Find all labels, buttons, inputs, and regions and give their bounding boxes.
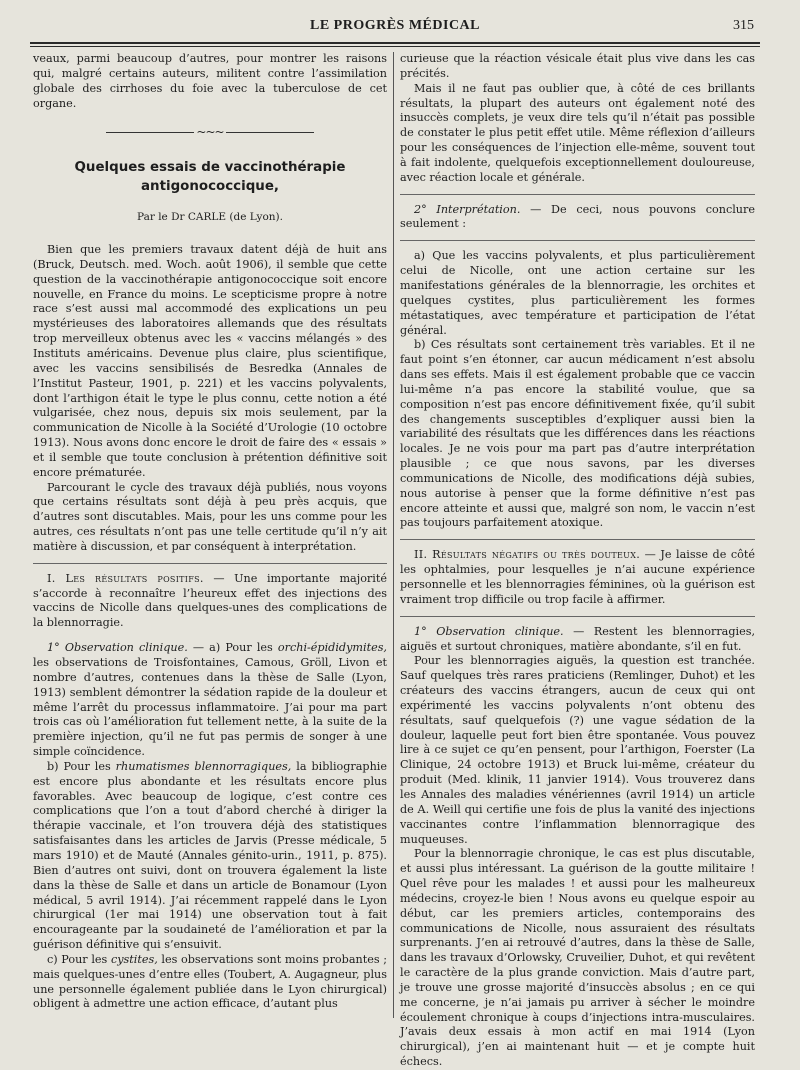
paragraph: b) Ces résultats sont certainement très variables. Et il ne faut point s’en étonner, car aucun médicament n’est absolu dans ses effets. Mais il est également probable que ce vaccin lui-même n’a pas encore la stabilité voulue, que sa composition n’est pas encore définitivement fixée, qu’il subit des changements susceptibles d’expliquer aussi bien la variabilité des résultats que les différences dans les réactions locales. Je ne vois pour ma part pas d’autre interprétation plausible ; ce que nous savons, par les diverses communications de Nicolle, des modifications déjà subies, nous autorise à penser que la forme définitive n’est pas encore atteinte et aussi que, malgré son nom, le vaccin n’est pas toujours parfaitement atoxique. [400,338,755,530]
text: la bibliographie est encore plus abondante et les résultats encore plus favorables. Avec beaucoup de logique, c’est contre ces complications que l’on a tout d’abord cherché à diriger la thérapie vaccinale, et l’on trouvera déjà des statistiques satisfaisantes dans les articles de Jarvis (Presse médicale, 5 mars 1910) et de Mauté (Annales génito-urin., 1911, p. 875). Bien d’autres ont suivi, dont on trouvera également la liste dans la thèse de Salle et dans un article de Bonamour (Lyon médical, 5 avril 1914). J’ai récemment rappelé dans le Lyon chirurgical (1er mai 1914) une observation tout à fait encourageante par la soudaineté de l’amélioration et par la guérison définitive qui s’ensuivit. [33,759,387,952]
section-title: II. Résultats négatifs ou très douteux. [414,548,641,562]
subheading: 2° Interprétation. [414,202,521,216]
paragraph: a) Que les vaccins polyvalents, et plus particulièrement celui de Nicolle, ont une action certaine sur les manifestations générales de la blennorragie, les orchites et quelques cystites, plus particulièrement les formes métastatiques, avec température et participation de l’état général. [400,249,755,337]
paragraph [400,203,755,233]
section-divider [33,563,387,564]
subheading: 1° Observation clinique. [414,624,564,638]
text: les observations sont moins probantes ; mais quelques-unes d’entre elles (Toubert, A. Augagneur, plus une personnelle également publiée dans le Lyon chirurgical) obligent à admettre une action efficace, d’autant plus [33,952,387,1011]
section-text: — Une importante majorité s’accorde à reconnaître l’heureux effet des injections des vaccins de Nicolle dans quelques-unes des complications de la blennorragie. [33,571,387,630]
page-number: 315 [733,18,754,33]
section-divider [400,539,755,540]
paragraph [33,760,387,953]
paragraph: Mais il ne faut pas oublier que, à côté de ces brillants résultats, la plupart des auteurs ont également noté des insuccès complets, je veux dire tels qu’il n’était pas possible de constater le plus petit effet utile. Même réflexion d’ailleurs pour les conséquences de l’injection elle-même, souvent tout à fait indolente, quelquefois exceptionnellement douloureuse, avec réaction locale et générale. [400,81,755,184]
ornament-glyph: ~~~ [196,125,224,140]
ornament-line-right [226,132,314,133]
section-ornament [33,125,387,140]
paragraph [400,625,755,655]
section-title: I. Les résultats positifs. [47,571,204,585]
paragraph [33,953,387,1012]
section-divider [400,240,755,241]
text: c) Pour les [47,952,111,966]
section-heading-negative [400,548,755,607]
spacer [33,631,387,641]
header-rule-thin [30,46,760,47]
subheading: 1° Observation clinique. [47,641,188,655]
section-divider [400,616,755,617]
paragraph: Pour la blennorragie chronique, le cas est plus discutable, et aussi plus intéressant. La guérison de la goutte militaire ! Quel rêve pour les malades ! et aussi pour les malheureux médecins, croyez-le bien ! Nous avons eu quelque espoir au début, car les premiers articles, contemporains des communications de Nicolle, nous assuraient des résultats surprenants. J’en ai retrouvé d’autres, dans la thèse de Salle, dans les travaux d’Orlowsky, Cruveilier, Duhot, et qui revêtent le caractère de la plus grande conviction. Mais d’autre part, je trouve une grosse majorité d’insuccès absolus ; en ce qui me concerne, je n’ai jamais pu arriver à sécher le moindre écoulement chronique à coups d’injections intra-musculaires. J’avais deux essais à mon actif en mai 1914 (Lyon chirurgical), j’en ai maintenant huit — et je compte huit échecs. [400,847,755,1069]
paragraph: Bien que les premiers travaux datent déjà de huit ans (Bruck, Deutsch. med. Woch. août 1906), il semble que cette question de la vaccinothérapie antigonococcique soit encore nouvelle, en France du moins. Le scepticisme propre à notre race s’est aussi mal accommodé des explications un peu mystérieuses des laboratoires allemands que des résultats trop merveilleux obtenus avec les « vaccins mélangés » des Instituts américains. Devenue plus claire, plus scientifique, avec les vaccins sensibilisés de Besredka (Annales de l’Institut Pasteur, 1901, p. 221) et les vaccins polyvalents, dont l’arthigon était le type le plus connu, cette notion a été vulgarisée, chez nous, depuis six mois seulement, par la communication de Nicolle à la Société d’Urologie (10 octobre 1913). Nous avons donc encore le droit de faire des « essais » et il semble que toute conclusion à prétention définitive soit encore prématurée. [33,243,387,479]
text: les observations de Troisfontaines, Camous, Gröll, Livon et nombre d’autres, contenues dans la thèse de Salle (Lyon, 1913) semblent démontrer la sédation rapide de la douleur et même l’arrêt du processus inflammatoire. J’ai pour ma part trois cas où l’amélioration fut tellement nette, à la suite de la première injection, qu’il ne fut pas permis de songer à une simple coïncidence. [33,656,387,759]
section-heading-positive [33,572,387,631]
page-header [30,14,760,46]
right-column [400,52,755,1070]
section-text: — Je laisse de côté les ophtalmies, pour lesquelles je n’ai aucune expérience personnelle et les blennorragies féminines, où la guérison est vraiment trop difficile ou trop facile à affirmer. [400,548,755,606]
term: cystites, [110,952,158,966]
term: rhumatismes blennorragiques, [115,759,292,773]
paragraph: Parcourant le cycle des travaux déjà publiés, nous voyons que certains résultats sont déjà à peu près acquis, que d’autres sont discutables. Mais, pour les uns comme pour les autres, ces résultats n’ont pas une telle certitude qu’il n’y ait matière à discussion, et par conséquent à interprétation. [33,480,387,553]
paragraph: Pour les blennorragies aiguës, la question est tranchée. Sauf quelques très rares praticiens (Remlinger, Duhot) et les créateurs des vaccins étrangers, aucun de ceux qui ont expérimenté les vaccins polyvalents n’ont obtenu des résultats, sauf quelquefois (?) une vague sédation de la douleur, laquelle peut fort bien être spontanée. Vous pouvez lire à ce sujet ce qu’en pensent, pour l’arthigon, Foerster (La Clinique, 24 octobre 1913) et Bruck lui-même, créateur du produit (Med. klinik, 11 janvier 1914). Vous trouverez dans les Annales des maladies vénériennes (avril 1914) un article de A. Weill qui certifie une fois de plus la vanité des injections vaccinantes contre l’inflammation blennorragique des muqueuses. [400,654,755,846]
article-title: Quelques essais de vaccinothérapie antigonococcique, [74,160,346,195]
left-column [33,52,387,1012]
text: — a) Pour les [187,641,278,655]
section-divider [400,194,755,195]
paragraph: curieuse que la réaction vésicale était plus vive dans les cas précités. [400,52,755,80]
paragraph [33,641,387,760]
article-byline: Par le Dr CARLE (de Lyon). [136,211,283,224]
running-title: LE PROGRÈS MÉDICAL [309,18,481,33]
ornament-line-left [106,132,194,133]
header-rule [30,42,760,44]
text: b) Pour les [47,759,116,773]
text: — De ceci, nous pouvons conclure seulement : [400,202,755,231]
text: — Restent les blennorragies, aiguës et surtout chroniques, matière abondante, s’il en fut. [400,624,755,653]
column-divider [393,52,394,1018]
term: orchi-épididymites, [277,641,387,655]
paragraph: veaux, parmi beaucoup d’autres, pour montrer les raisons qui, malgré certains auteurs, militent contre l’assimilation globale des cirrhoses du foie avec la tuberculose de cet organe. [33,52,387,110]
